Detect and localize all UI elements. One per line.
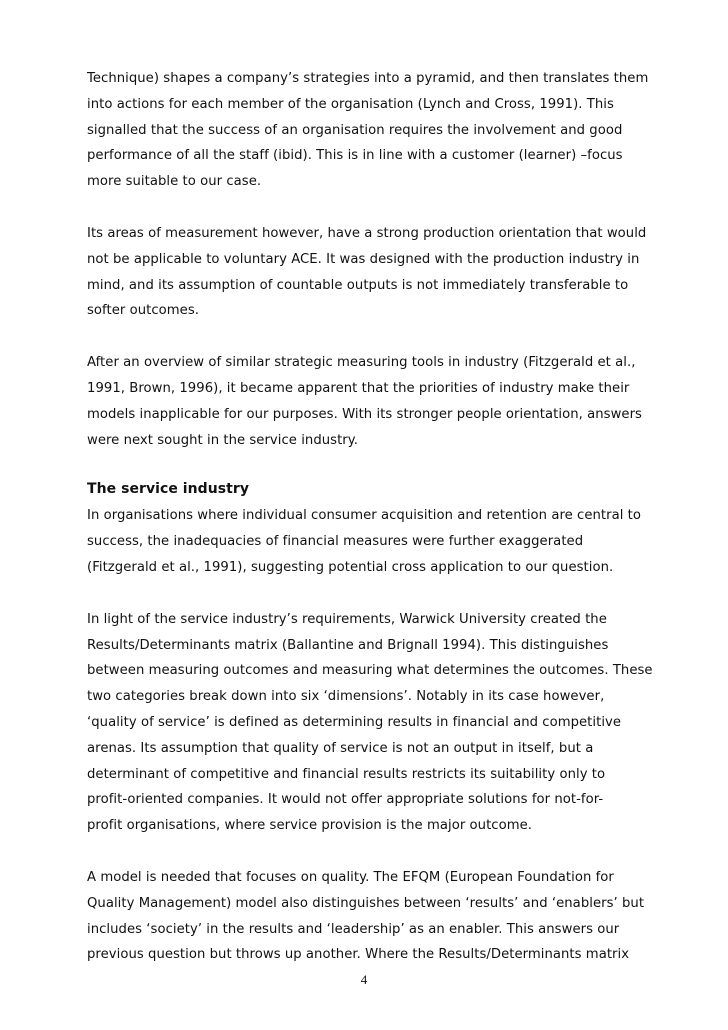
text-line: signalled that the success of an organisation requires the involvement and good — [87, 122, 623, 138]
text-line: After an overview of similar strategic measuring tools in industry (Fitzgerald et al., — [87, 355, 636, 371]
section-heading: The service industry — [87, 481, 250, 498]
paragraph — [87, 503, 647, 580]
paragraph — [87, 607, 653, 839]
paragraph — [87, 350, 647, 453]
text-line: into actions for each member of the organisation (Lynch and Cross, 1991). This — [87, 96, 614, 112]
text-line: In light of the service industry’s requirements, Warwick University created the — [87, 611, 607, 627]
text-line: not be applicable to voluntary ACE. It was designed with the production industry in — [87, 251, 640, 267]
text-line: (Fitzgerald et al., 1991), suggesting potential cross application to our question. — [87, 559, 614, 575]
text-line: arenas. Its assumption that quality of service is not an output in itself, but a — [87, 740, 594, 756]
text-line: A model is needed that focuses on quality. The EFQM (European Foundation for — [87, 869, 614, 885]
text-line: Quality Management) model also distinguishes between ‘results’ and ‘enablers’ but — [87, 895, 645, 911]
text-line: between measuring outcomes and measuring what determines the outcomes. These — [87, 663, 653, 679]
text-line: softer outcomes. — [87, 303, 199, 319]
intro-paragraphs — [87, 66, 647, 453]
text-line: ‘quality of service’ is defined as determining results in financial and competitive — [87, 714, 622, 730]
text-line: profit organisations, where service provision is the major outcome. — [87, 818, 533, 834]
text-line: determinant of competitive and financial results restricts its suitability only to — [87, 766, 606, 782]
page-body — [87, 66, 653, 994]
paragraph — [87, 865, 647, 968]
section-paragraphs — [87, 503, 653, 968]
text-line: were next sought in the service industry. — [87, 432, 358, 448]
text-line: Technique) shapes a company’s strategies into a pyramid, and then translates them — [87, 71, 649, 86]
text-line: Its areas of measurement however, have a strong production orientation that would — [87, 225, 647, 241]
paragraph — [87, 221, 647, 324]
text-line: In organisations where individual consumer acquisition and retention are central to — [87, 508, 642, 524]
text-line: performance of all the staff (ibid). This is in line with a customer (learner) –focus — [87, 148, 623, 164]
text-line: two categories break down into six ‘dimensions’. Notably in its case however, — [87, 689, 605, 705]
text-line: includes ‘society’ in the results and ‘leadership’ as an enabler. This answers our — [87, 921, 620, 937]
text-line: mind, and its assumption of countable outputs is not immediately transferable to — [87, 277, 629, 293]
text-line: previous question but throws up another. Where the Results/Determinants matrix — [87, 947, 630, 963]
text-line: models inapplicable for our purposes. With its stronger people orientation, answers — [87, 406, 642, 422]
text-line: more suitable to our case. — [87, 174, 262, 190]
paragraph — [87, 66, 647, 195]
page-number: 4 — [360, 972, 368, 987]
text-line: success, the inadequacies of financial measures were further exaggerated — [87, 534, 584, 550]
text-line: Results/Determinants matrix (Ballantine and Brignall 1994). This distinguishes — [87, 637, 609, 653]
text-line: profit-oriented companies. It would not offer appropriate solutions for not-for- — [87, 792, 604, 808]
text-line: 1991, Brown, 1996), it became apparent that the priorities of industry make their — [87, 380, 630, 396]
